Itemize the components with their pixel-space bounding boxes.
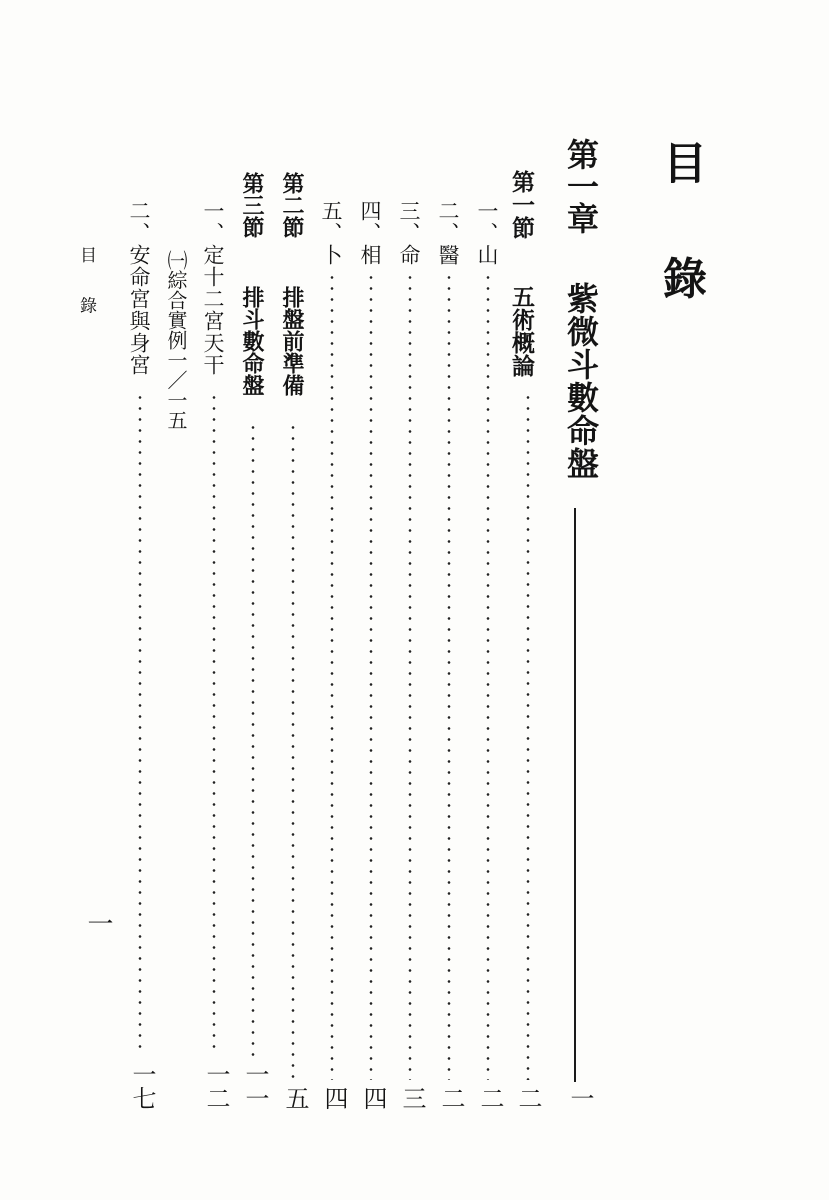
entry-divination-page-number: 四 bbox=[320, 1086, 348, 1110]
folio-page-number: 一 bbox=[83, 910, 113, 936]
entry-medicine-leader bbox=[447, 272, 451, 1080]
entry-physiognomy: 四、相 bbox=[358, 200, 382, 266]
chapter-title: 紫微斗數命盤 bbox=[562, 282, 600, 480]
section-3-label: 第三節 bbox=[239, 172, 264, 238]
entry-life-body-palace-leader bbox=[138, 392, 142, 1056]
section-1-page-number: 二 bbox=[514, 1086, 542, 1110]
section-1-label: 第一節 bbox=[508, 170, 534, 239]
entry-physiognomy-page-number: 四 bbox=[359, 1086, 387, 1110]
section-3-title: 排斗數命盤 bbox=[239, 286, 264, 396]
section-1-title: 五術概論 bbox=[508, 285, 534, 377]
entry-life-body-palace-page-number: 一七 bbox=[128, 1062, 156, 1110]
entry-mountain-leader bbox=[486, 272, 490, 1080]
entry-comprehensive-example: ㈠綜合實例一／一五 bbox=[164, 250, 188, 430]
entry-mountain: 一、山 bbox=[475, 200, 499, 266]
entry-medicine-page-number: 二 bbox=[437, 1086, 465, 1110]
section-1-leader bbox=[526, 392, 530, 1080]
entry-medicine: 二、醫 bbox=[436, 200, 460, 266]
section-2-page-number: 五 bbox=[281, 1086, 309, 1110]
section-2-leader bbox=[291, 422, 295, 1080]
section-3-leader bbox=[251, 422, 255, 1056]
entry-twelve-palaces-stems-leader bbox=[212, 392, 216, 1056]
section-2-title: 排盤前準備 bbox=[279, 286, 304, 396]
chapter-label: 第一章 bbox=[562, 138, 600, 234]
entry-destiny-page-number: 三 bbox=[398, 1086, 426, 1110]
running-header: 目 錄 bbox=[76, 246, 96, 328]
entry-twelve-palaces-stems-page-number: 一二 bbox=[202, 1062, 230, 1110]
chapter-page-number: 一 bbox=[566, 1086, 594, 1110]
entry-twelve-palaces-stems: 一、定十二宮天干 bbox=[201, 200, 225, 376]
entry-mountain-page-number: 二 bbox=[476, 1086, 504, 1110]
entry-divination: 五、卜 bbox=[319, 200, 343, 266]
entry-destiny: 三、命 bbox=[397, 200, 421, 266]
chapter-leader-line bbox=[574, 508, 576, 1082]
entry-life-body-palace: 二、安命宮與身宮 bbox=[127, 200, 151, 376]
entry-divination-leader bbox=[330, 272, 334, 1080]
entry-destiny-leader bbox=[408, 272, 412, 1080]
page-title: 目 錄 bbox=[655, 140, 706, 328]
section-2-label: 第二節 bbox=[279, 172, 304, 238]
section-3-page-number: 一一 bbox=[241, 1062, 269, 1110]
entry-physiognomy-leader bbox=[369, 272, 373, 1080]
